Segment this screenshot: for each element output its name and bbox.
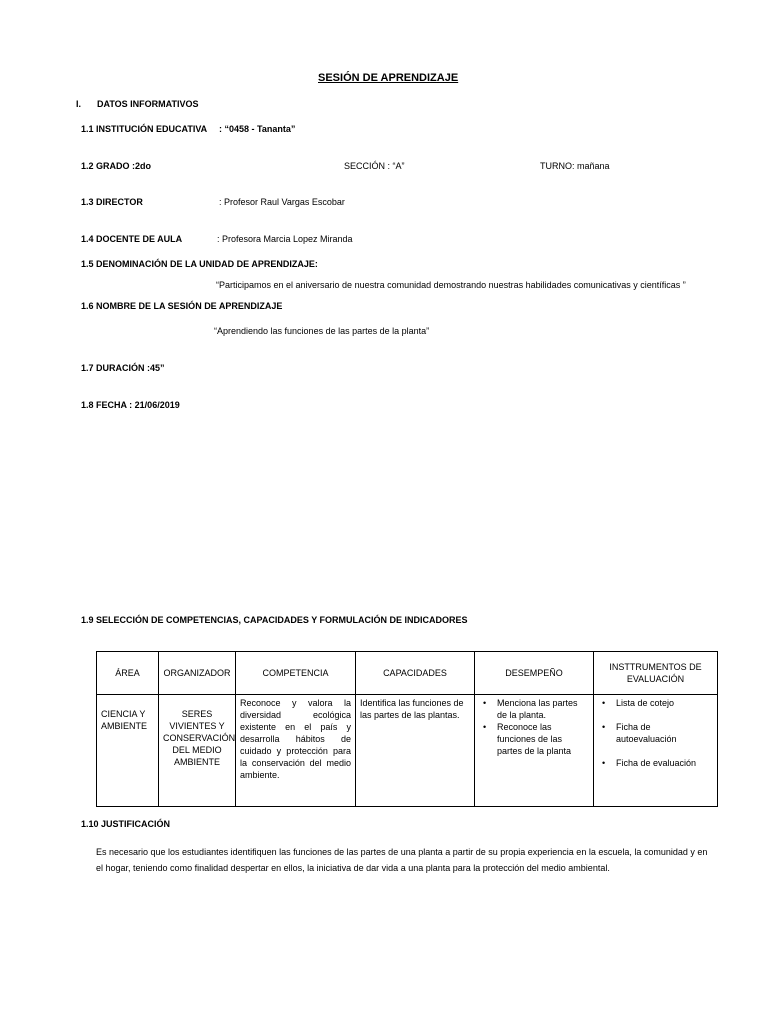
seleccion-title: 1.9 SELECCIÓN DE COMPETENCIAS, CAPACIDADES Y FORMULACIÓN DE INDICADORES [81,615,468,625]
header-competencia: COMPETENCIA [236,652,356,695]
header-organizador: ORGANIZADOR [159,652,236,695]
cell-area [97,695,159,807]
organizador-text: SERES VIVIENTES Y CONSERVACIÓN DEL MEDIO AMBIENTE [163,709,236,767]
section-number: I. [76,99,82,109]
area-text: CIENCIA Y AMBIENTE [101,709,148,731]
list-item: • Lista de cotejo [616,697,713,709]
list-item: • Reconoce las funciones de las partes de la planta [497,721,589,757]
cell-organizador [159,695,236,807]
sesion-value: “Aprendiendo las funciones de las partes de la planta” [214,326,430,336]
docente-value: : Profesora Marcia Lopez Miranda [217,234,353,244]
duracion-label: 1.7 DURACIÓN :45” [81,363,165,373]
section-title: DATOS INFORMATIVOS [97,99,199,109]
seccion-label: SECCIÓN : “A” [344,161,405,171]
header-capacidades: CAPACIDADES [356,652,475,695]
unidad-label: 1.5 DENOMINACIÓN DE LA UNIDAD DE APRENDIZAJE: [81,259,318,269]
director-label: 1.3 DIRECTOR [81,197,143,207]
header-desempeno: DESEMPEÑO [475,652,594,695]
unidad-value: “Participamos en el aniversario de nuestra comunidad demostrando nuestras habilidades comunicativas y científicas ” [216,280,686,290]
table-row [97,695,718,807]
cell-competencia [236,695,356,807]
sesion-label: 1.6 NOMBRE DE LA SESIÓN DE APRENDIZAJE [81,301,283,311]
header-instrumentos: INSTTRUMENTOS DE EVALUACIÓN [594,652,718,695]
competencias-table [96,651,718,807]
turno-label: TURNO: mañana [540,161,610,171]
capacidades-text: Identifica las funciones de las partes de las plantas. [360,698,464,720]
director-value: : Profesor Raul Vargas Escobar [219,197,345,207]
fecha-label: 1.8 FECHA : 21/06/2019 [81,400,180,410]
list-item: • Menciona las partes de la planta. [497,697,589,721]
competencia-text: Reconoce y valora la diversidad ecológica existente en el país y desarrolla hábitos de cuidado y protección para la conservación del medio ambiente. [240,698,351,780]
docente-label: 1.4 DOCENTE DE AULA [81,234,183,244]
list-item: • Ficha de evaluación [616,757,713,769]
institucion-label: 1.1 INSTITUCIÓN EDUCATIVA [81,124,208,134]
justificacion-text: Es necesario que los estudiantes identifiquen las funciones de las partes de una planta a partir de su propia experiencia en la escuela, la comunidad y en el hogar, teniendo como finalidad despertar en ellos, la iniciativa de dar vida a una planta para la protección del medio ambiental. [96,847,708,873]
table-header-row [97,652,718,695]
justificacion-label: 1.10 JUSTIFICACIÓN [81,819,171,829]
grado-label: 1.2 GRADO :2do [81,161,152,171]
desempeno-list [479,697,589,757]
list-item: • Ficha de autoevaluación [616,721,713,745]
cell-capacidades [356,695,475,807]
cell-instrumentos [594,695,718,807]
institucion-value: : “0458 - Tananta” [219,124,296,134]
cell-desempeno [475,695,594,807]
header-area: ÁREA [97,652,159,695]
page-title: SESIÓN DE APRENDIZAJE [318,72,459,84]
instrumentos-list [598,697,713,769]
